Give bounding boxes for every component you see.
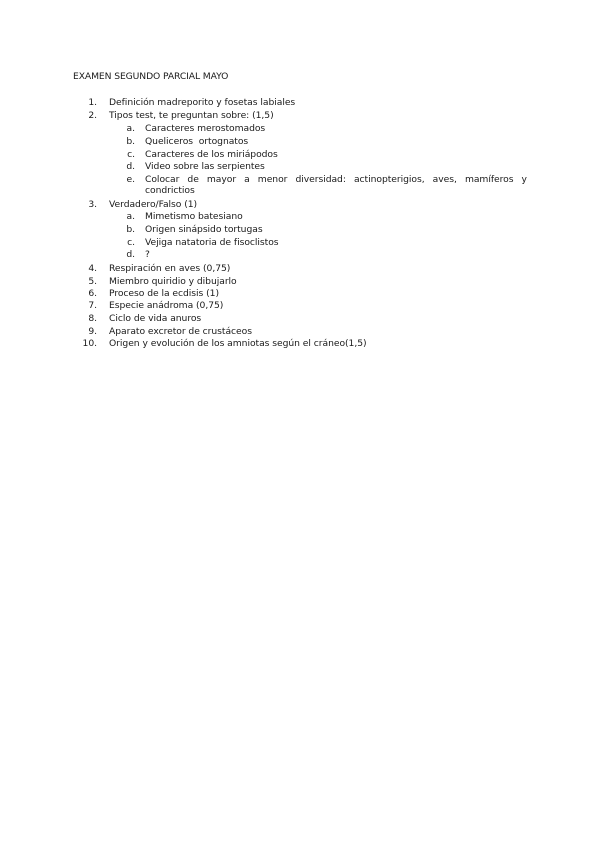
sub-list-item-text: ? [145,249,150,260]
list-item-text: Tipos test, te preguntan sobre: (1,5) [109,110,274,121]
sub-list-item-text: condrictios [145,185,195,196]
list-item-number: 6. [88,288,97,299]
list-item-text: Definición madreporito y fosetas labiales [109,97,296,108]
sub-list-item-text-justified [145,174,527,186]
list-item-text: Origen y evolución de los amniotas según el cráneo(1,5) [109,338,367,349]
sub-list-item-letter: b. [126,136,135,147]
word: mamíferos [464,174,514,185]
sub-list-item-text: Mimetismo batesiano [145,211,243,222]
sub-list-item-text: Queliceros ortognatos [145,136,249,147]
list-item-number: 1. [88,97,97,108]
word: diversidad: [295,174,346,185]
document-title: EXAMEN SEGUNDO PARCIAL MAYO [73,71,229,82]
sub-list-item-text: Vejiga natatoria de fisoclistos [145,237,279,248]
list-item-number: 4. [88,263,97,274]
list-item-text: Proceso de la ecdisis (1) [109,288,220,299]
word: a [244,174,250,185]
word: aves, [432,174,457,185]
word: menor [257,174,288,185]
list-item-text: Especie anádroma (0,75) [109,300,224,311]
word: de [187,174,199,185]
sub-list-item-letter: d. [126,249,135,260]
sub-list-item-letter: c. [127,149,135,160]
word: mayor [206,174,237,185]
list-item-number: 10. [82,338,97,349]
sub-list-item-letter: b. [126,224,135,235]
sub-list-item-text: Origen sinápsido tortugas [145,224,263,235]
sub-list-item-text: Video sobre las serpientes [145,161,265,172]
list-item-text: Miembro quiridio y dibujarlo [109,276,237,287]
sub-list-item-letter: d. [126,161,135,172]
sub-list-item-letter: a. [126,123,135,134]
list-item-number: 5. [88,276,97,287]
list-item-number: 2. [88,110,97,121]
list-item-text: Respiración en aves (0,75) [109,263,231,274]
list-item-number: 9. [88,326,97,337]
list-item-number: 8. [88,313,97,324]
list-item-text: Aparato excretor de crustáceos [109,326,252,337]
list-item-text: Ciclo de vida anuros [109,313,202,324]
list-item-number: 3. [88,199,97,210]
sub-list-item-letter: e. [126,174,135,185]
sub-list-item-text: Caracteres merostomados [145,123,266,134]
sub-list-item-letter: c. [127,237,135,248]
list-item-number: 7. [88,300,97,311]
word: Colocar [145,174,180,185]
word: y [521,174,527,185]
word: actinopterigios, [353,174,425,185]
sub-list-item-letter: a. [126,211,135,222]
list-item-text: Verdadero/Falso (1) [109,199,198,210]
sub-list-item-text: Caracteres de los miriápodos [145,149,278,160]
